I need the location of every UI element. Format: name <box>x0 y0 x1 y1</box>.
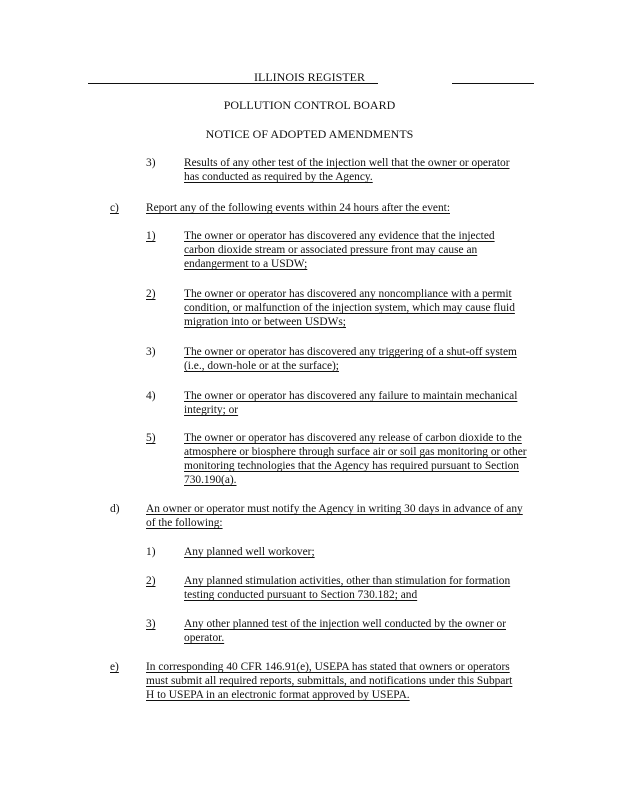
register-title: ILLINOIS REGISTER <box>254 70 365 84</box>
section-c-item-3-line: (i.e., down-hole or at the surface); <box>184 360 339 372</box>
section-d-item-3-line: Any other planned test of the injection well conducted by the owner or <box>184 618 507 630</box>
section-c-item-3-line: The owner or operator has discovered any triggering of a shut-off system <box>184 346 517 358</box>
section-c-item-5-text <box>184 431 527 487</box>
section-d-intro <box>146 502 523 530</box>
section-c-item-4-line: The owner or operator has discovered any failure to maintain mechanical <box>184 390 518 402</box>
section-d-item-3-text <box>184 617 506 645</box>
section-c-item-2-number: 2) <box>146 288 156 300</box>
section-c-letter: c) <box>110 202 119 214</box>
section-c-item-1-line: The owner or operator has discovered any evidence that the injected <box>184 230 495 242</box>
section-e-line: In corresponding 40 CFR 146.91(e), USEPA has stated that owners or operators <box>146 661 510 673</box>
section-c-intro: Report any of the following events within 24 hours after the event: <box>146 202 450 214</box>
section-c-item-2-text <box>184 287 515 329</box>
item-b3-line: Results of any other test of the injection well that the owner or operator <box>184 157 510 169</box>
section-c-item-5-line: atmosphere or biosphere through surface air or soil gas monitoring or other <box>184 446 527 458</box>
section-c-item-5-number: 5) <box>146 432 156 444</box>
section-c-item-2-line: migration into or between USDWs; <box>184 316 346 328</box>
section-c-item-1-line: endangerment to a USDW; <box>184 258 308 270</box>
section-d-item-3-number: 3) <box>146 618 156 630</box>
section-c-item-1-text <box>184 229 495 271</box>
section-d-item-1-number: 1) <box>146 546 156 558</box>
section-c-item-2-line: condition, or malfunction of the injection system, which may cause fluid <box>184 302 515 314</box>
section-d-intro-line: An owner or operator must notify the Agency in writing 30 days in advance of any <box>146 503 523 515</box>
section-c-item-4-number: 4) <box>146 390 156 402</box>
section-c-item-4-line: integrity; or <box>184 404 239 416</box>
section-c-item-3-number: 3) <box>146 346 156 358</box>
section-d-item-2-text <box>184 574 510 602</box>
section-c-item-4-text <box>184 389 517 417</box>
section-c-item-2-line: The owner or operator has discovered any noncompliance with a permit <box>184 288 512 300</box>
section-c-item-5-line: The owner or operator has discovered any release of carbon dioxide to the <box>184 432 522 444</box>
section-d-item-1-text <box>184 545 315 559</box>
notice-title: NOTICE OF ADOPTED AMENDMENTS <box>205 127 414 141</box>
section-e-letter: e) <box>110 661 119 673</box>
section-c-item-3-text <box>184 345 517 373</box>
item-b3-text <box>184 156 510 184</box>
section-c-item-1-line: carbon dioxide stream or associated pressure front may cause an <box>184 244 478 256</box>
section-e-text <box>146 660 512 702</box>
section-d-letter: d) <box>110 503 120 515</box>
section-c-item-1-number: 1) <box>146 230 156 242</box>
section-d-item-2-number: 2) <box>146 575 156 587</box>
section-c-item-5-line: monitoring technologies that the Agency has required pursuant to Section <box>184 460 519 472</box>
section-d-intro-line: of the following: <box>146 517 223 529</box>
board-title: POLLUTION CONTROL BOARD <box>223 98 396 112</box>
section-e-line: must submit all required reports, submittals, and notifications under this Subpart <box>146 675 513 687</box>
section-d-item-1-line: Any planned well workover; <box>184 546 315 558</box>
section-c-item-5-line: 730.190(a). <box>184 474 237 486</box>
item-b3-number: 3) <box>146 157 156 169</box>
section-d-item-2-line: Any planned stimulation activities, other than stimulation for formation <box>184 575 511 587</box>
section-e-line: H to USEPA in an electronic format approved by USEPA. <box>146 689 410 701</box>
section-d-item-2-line: testing conducted pursuant to Section 730.182; and <box>184 589 418 601</box>
section-d-item-3-line: operator. <box>184 632 225 644</box>
item-b3-line: has conducted as required by the Agency. <box>184 171 373 183</box>
